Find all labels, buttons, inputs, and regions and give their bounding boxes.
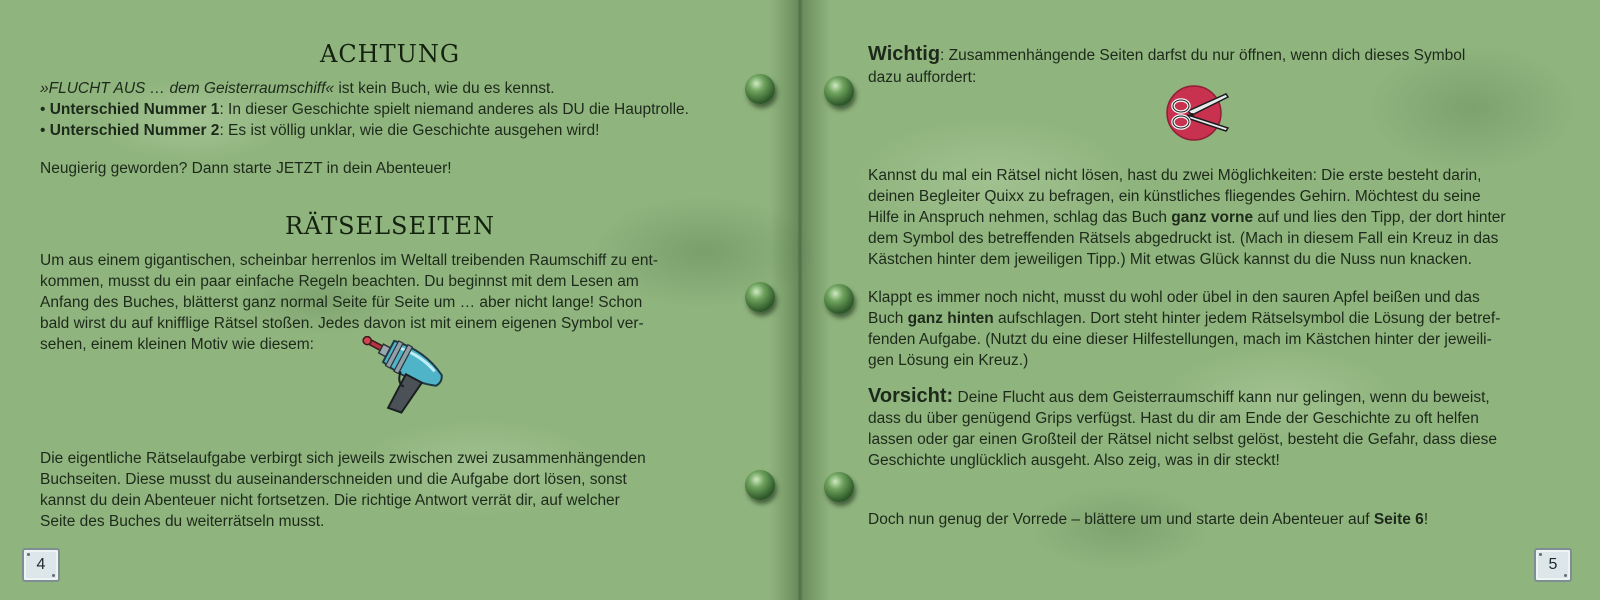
text-line: Kannst du mal ein Rätsel nicht lösen, hast du zwei Möglichkeiten: Die erste besteht darin, (868, 167, 1482, 184)
text-fragment: Hilfe in Anspruch nehmen, schlag das Buch (868, 209, 1172, 226)
rivet-decoration (824, 472, 854, 502)
text-line: kannst du dein Abenteuer nicht fortsetzen. Die richtige Antwort verrät dir, auf welcher (40, 492, 620, 509)
text-line: kommen, musst du ein paar einfache Regeln beachten. Du beginnst mit dem Lesen am (40, 273, 639, 290)
bullet-2: • Unterschied Nummer 2: Es ist völlig unklar, wie die Geschichte ausgehen wird! (40, 122, 600, 139)
text-line (868, 386, 1558, 408)
heading-raetselseiten: RÄTSELSEITEN (285, 212, 495, 240)
text-line: deinen Begleiter Quixx zu befragen, ein künstliches fliegendes Gehirn. Möchtest du seine (868, 188, 1481, 205)
ray-gun-icon (345, 336, 445, 428)
wichtig-line-2: dazu auffordert: (868, 69, 977, 86)
rivet-decoration (824, 76, 854, 106)
intro-title-italic: »FLUCHT AUS … dem Geisterraumschiff« (40, 80, 335, 97)
intro-line (40, 78, 740, 99)
paragraph-vorsicht (868, 386, 1558, 471)
text-line: Geschichte unglücklich ausgeht. Also zeig, was in dir steckt! (868, 452, 1280, 469)
text-fragment: Doch nun genug der Vorrede – blättere um und starte dein Abenteuer auf (868, 511, 1374, 528)
wichtig-label: Wichtig (868, 43, 941, 65)
text-line: sehen, einem kleinen Motiv wie diesem: (40, 336, 314, 353)
vorsicht-label: Vorsicht: (868, 385, 954, 407)
text-line: Die eigentliche Rätselaufgabe verbirgt sich jeweils zwischen zwei zusammenhängenden (40, 450, 646, 467)
text-line: lassen oder gar einen Großteil der Rätsel nicht selbst gelöst, besteht die Gefahr, dass diese (868, 431, 1497, 448)
text-line (868, 308, 1558, 329)
book-gutter (770, 0, 830, 600)
text-line: Anfang des Buches, blätterst ganz normal Seite für Seite um … aber nicht lange! Schon (40, 294, 643, 311)
paragraph-solutions (868, 287, 1558, 371)
rivet-decoration (745, 470, 775, 500)
bullet-1: • Unterschied Nummer 1: In dieser Geschichte spielt niemand anderes als DU die Hauptrolle. (40, 101, 689, 118)
text-fragment: auf und lies den Tipp, der dort hinter (1253, 209, 1506, 226)
paragraph-task (40, 448, 740, 532)
rivet-decoration (745, 74, 775, 104)
bullet-2-text: : Es ist völlig unklar, wie die Geschichte ausgehen wird! (219, 122, 600, 139)
paragraph-hints (868, 165, 1558, 270)
bullet-2-label: Unterschied Nummer 2 (49, 122, 220, 139)
text-line: Kästchen hinter dem jeweiligen Tipp.) Mit etwas Glück kannst du die Nuss nun knacken. (868, 251, 1472, 268)
bullet-1-text: : In dieser Geschichte spielt niemand anderes als DU die Hauptrolle. (219, 101, 689, 118)
text-line: fenden Aufgabe. (Nutzt du eine dieser Hilfestellungen, mach im Kästchen hinter der jeweili- (868, 331, 1492, 348)
wichtig-text: : Zusammenhängende Seiten darfst du nur öffnen, wenn dich dieses Symbol (940, 47, 1466, 64)
rivet-decoration (824, 284, 854, 314)
scissors-icon (1166, 84, 1230, 142)
final-line (868, 509, 1558, 530)
text-line (868, 207, 1558, 228)
text-line: Buchseiten. Diese musst du auseinanderschneiden und die Aufgabe dort lösen, sonst (40, 471, 627, 488)
left-page (40, 0, 740, 600)
text-line: dem Symbol des betreffenden Rätsels abgedruckt ist. (Mach in diesem Fall ein Kreuz in das (868, 230, 1499, 247)
wichtig-line-1 (868, 44, 1558, 66)
text-fragment: ! (1423, 511, 1429, 528)
text-bold: ganz vorne (1171, 209, 1254, 226)
text-fragment: Deine Flucht aus dem Geisterraumschiff kann nur gelingen, wenn du beweist, (953, 389, 1490, 406)
page-number-right: 5 (1534, 548, 1572, 582)
text-line: Um aus einem gigantischen, scheinbar herrenlos im Weltall treibenden Raumschiff zu ent- (40, 252, 659, 269)
page-number-left: 4 (22, 548, 60, 582)
text-line: Klappt es immer noch nicht, musst du wohl oder übel in den sauren Apfel beißen und das (868, 289, 1480, 306)
text-line: gen Lösung ein Kreuz.) (868, 352, 1029, 369)
text-fragment: aufschlagen. Dort steht hinter jedem Rätselsymbol die Lösung der betref- (993, 310, 1501, 327)
right-page (868, 0, 1558, 600)
text-bold: Seite 6 (1373, 511, 1424, 528)
text-bold: ganz hinten (907, 310, 994, 327)
text-line: Seite des Buches du weiterrätseln musst. (40, 513, 325, 530)
intro-rest: ist kein Buch, wie du es kennst. (334, 80, 555, 97)
bullet-1-label: Unterschied Nummer 1 (49, 101, 220, 118)
heading-achtung: ACHTUNG (319, 40, 461, 68)
text-line: dass du über genügend Grips verfügst. Hast du dir am Ende der Geschichte zu oft helfen (868, 410, 1479, 427)
curious-line: Neugierig geworden? Dann starte JETZT in dein Abenteuer! (40, 160, 452, 177)
text-fragment: Buch (868, 310, 908, 327)
text-line: bald wirst du auf knifflige Rätsel stoßen. Jedes davon ist mit einem eigenen Symbol ver- (40, 315, 644, 332)
rivet-decoration (745, 282, 775, 312)
